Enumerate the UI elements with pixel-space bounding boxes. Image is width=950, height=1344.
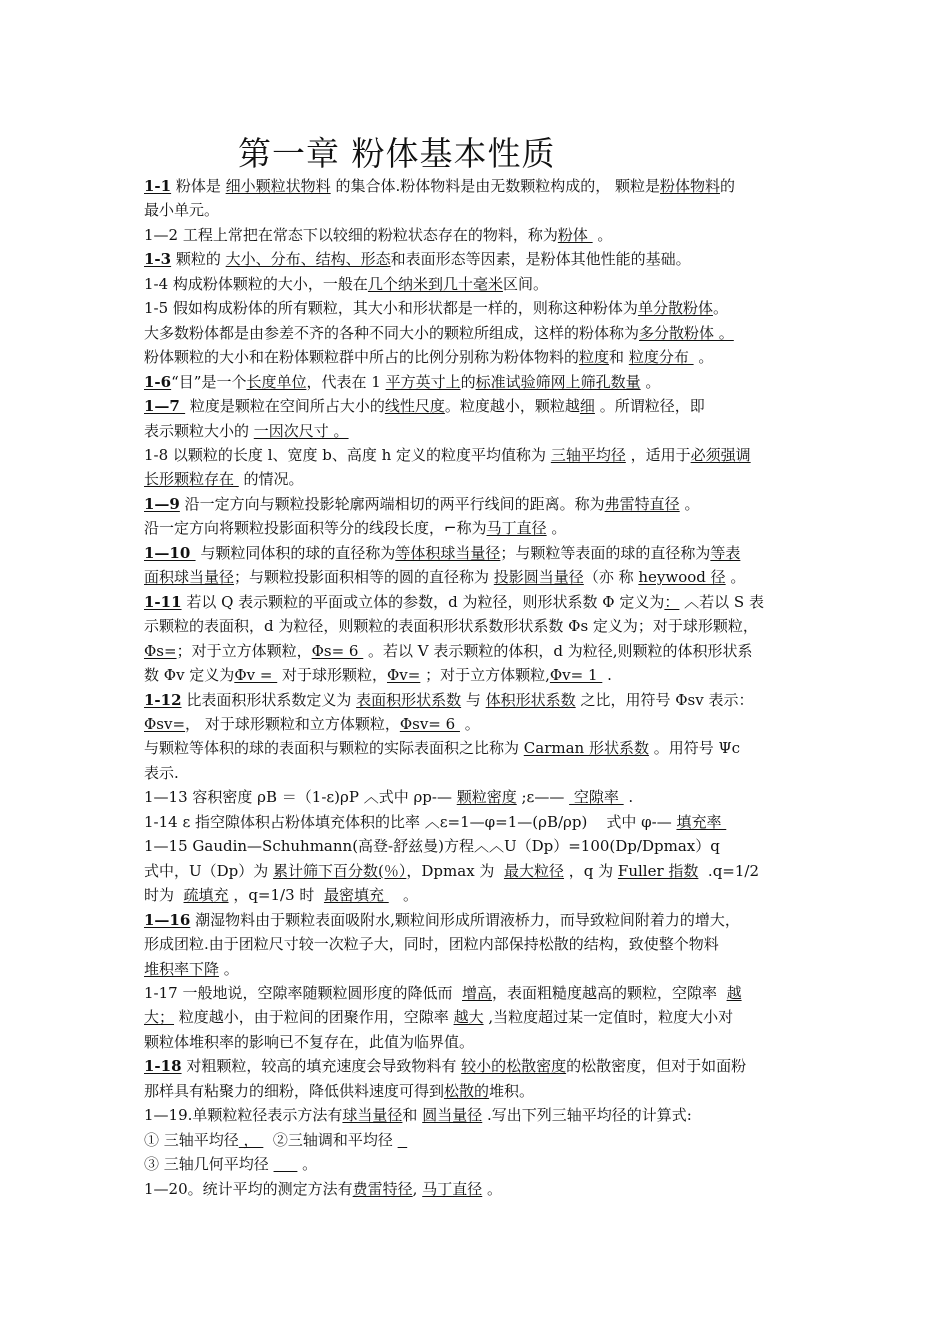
text-segment: 的集合体.粉体物料是由无数颗粒构成的， 颗粒是 <box>330 177 660 195</box>
text-segment: ;ε—— <box>516 788 570 807</box>
underlined-answer: 最大粒径 <box>503 861 564 880</box>
underlined-answer: ： <box>664 592 680 611</box>
question-number: 1-1 <box>144 177 172 195</box>
text-segment: 示颗粒的表面积，d 为粒径，则颗粒的表面积形状系数形状系数 Φs 定义为；对于球形颗粒， <box>144 617 758 636</box>
underlined-answer <box>398 1131 408 1149</box>
text-segment: 1-17 一般地说，空隙率随颗粒圆形度的降低而 <box>144 983 463 1002</box>
text-line <box>144 296 812 320</box>
text-segment: 颗粒的 <box>171 250 226 269</box>
text-segment: ，代表在 1 <box>306 372 386 391</box>
text-segment: 和表面形态等因素，是粉体其他性能的基础。 <box>390 250 691 269</box>
text-segment: ，适用于 <box>625 445 691 464</box>
text-segment: 。用符号 Ψc <box>648 739 741 758</box>
text-line <box>144 370 812 394</box>
text-segment: 。 <box>592 225 613 244</box>
underlined-answer: 增高 <box>462 983 493 1002</box>
text-segment: ；对于立方体颗粒, <box>420 666 550 685</box>
text-segment: ；与颗粒投影面积相等的圆的直径称为 <box>234 568 494 587</box>
text-segment: ，表面粗糙度越高的颗粒，空隙率 <box>492 983 727 1002</box>
underlined-answer: 长形颗粒存在 <box>144 470 239 489</box>
underlined-answer: 疏填充 <box>183 886 229 905</box>
text-line <box>144 810 812 834</box>
underlined-answer: 越 <box>726 983 742 1002</box>
text-line <box>144 908 812 932</box>
question-number: 1-6 <box>144 372 172 391</box>
text-segment: ，q 为 <box>563 861 618 880</box>
underlined-answer: 圆当量径 <box>422 1106 483 1125</box>
underlined-answer: 表面积形状系数 <box>356 690 462 709</box>
text-segment: . <box>623 788 634 807</box>
underlined-answer: 平方英寸上 <box>385 372 461 391</box>
text-segment: ；与颗粒等表面的球的直径称为 <box>500 543 711 562</box>
underlined-answer: 体积形状系数 <box>485 690 576 709</box>
text-segment: 时为 <box>144 886 184 905</box>
underlined-answer: Φsv= 6 <box>399 714 460 733</box>
underlined-answer: heywood 径 <box>638 568 726 587</box>
text-line <box>144 223 812 247</box>
underlined-answer: Φv= 1 <box>549 666 603 685</box>
text-line <box>144 443 812 467</box>
underlined-answer: Φs= 6 <box>311 641 364 660</box>
text-segment: 式中，U（Dp）为 <box>144 861 274 880</box>
text-segment: 那样具有粘聚力的细粉，降低供料速度可得到 <box>144 1081 445 1100</box>
text-segment: 比表面积形状系数定义为 <box>181 690 357 709</box>
text-line <box>144 688 812 712</box>
underlined-answer: 堆积率下降 <box>144 959 220 978</box>
underlined-answer: 一因次尺寸 。 <box>253 421 349 440</box>
text-segment: 潮湿物料由于颗粒表面吸附水,颗粒间形成所谓液桥力，而导致粒间附着力的增大， <box>190 910 740 929</box>
underlined-answer: Carman 形状系数 <box>523 739 649 758</box>
text-line <box>144 272 812 296</box>
text-line <box>144 1152 812 1176</box>
text-segment: 若以 Q 表示颗粒的平面或立体的参数，d 为粒径，则形状系数 Φ 定义为 <box>181 592 665 611</box>
underlined-answer: 填充率 <box>676 812 727 831</box>
text-segment: 。所谓粒径，即 <box>594 397 705 416</box>
text-segment: 之比，用符号 Φsv 表示： <box>575 690 754 709</box>
text-segment: 。 <box>459 714 480 733</box>
underlined-answer: 等表 <box>710 543 741 562</box>
text-segment: 1—13 容积密度 ρB ＝（1-ε)ρP ︿式中 ρp-— <box>144 788 457 807</box>
underlined-answer: 三轴平均径 <box>550 445 626 464</box>
question-number: 1-12 <box>144 690 182 709</box>
text-line <box>144 198 812 222</box>
text-segment: 粒度是颗粒在空间所占大小的 <box>185 397 385 416</box>
text-line <box>144 394 812 418</box>
underlined-answer: 粒度 <box>579 348 610 367</box>
text-segment: 。 <box>546 519 567 538</box>
text-segment: 。 <box>388 886 419 905</box>
text-segment: . <box>602 666 612 685</box>
question-number: 1—16 <box>144 910 191 929</box>
question-number: 1—9 <box>144 494 180 513</box>
underlined-answer: 面积球当量径 <box>144 568 235 587</box>
underlined-answer: 投影圆当量径 <box>493 568 584 587</box>
question-number: 1—7 <box>144 397 186 416</box>
underlined-answer: 空隙率 <box>569 788 624 807</box>
text-line <box>144 663 812 687</box>
text-segment: 大多数粉体都是由参差不齐的各种不同大小的颗粒所组成，这样的粉体称为 <box>144 323 640 342</box>
text-segment: “目”是一个 <box>171 372 247 391</box>
underlined-answer: 大小、分布、结构、形态 <box>225 250 391 269</box>
underlined-answer: 多分散粉体 。 <box>639 323 734 342</box>
text-segment: 1-14 ε 指空隙体积占粉体填充体积的比率 ︿ε=1—φ=1—(ρB/ρp) 式中 φ-— <box>144 812 677 831</box>
underlined-answer: 累计筛下百分数(％） <box>273 861 407 880</box>
underlined-answer: 颗粒密度 <box>456 788 517 807</box>
text-line <box>144 1054 812 1078</box>
text-line <box>144 859 812 883</box>
text-segment: 的 <box>720 177 736 195</box>
text-segment: 。 <box>640 372 661 391</box>
text-segment: 粒度越小，由于粒间的团聚作用，空隙率 <box>174 1008 454 1027</box>
text-line <box>144 932 812 956</box>
underlined-answer: 越大 <box>453 1008 484 1027</box>
text-line <box>144 516 812 540</box>
underlined-answer: 大； <box>144 1008 175 1027</box>
text-segment: （亦 称 <box>583 568 639 587</box>
text-segment: 1—2 工程上常把在常态下以较细的粉粒状态存在的物料，称为 <box>144 225 558 244</box>
text-segment: 。 <box>712 299 728 318</box>
underlined-answer: Φv= <box>386 666 421 685</box>
text-segment: ① 三轴平均径 <box>144 1130 239 1149</box>
text-segment: 与颗粒同体积的球的直径称为 <box>195 543 396 562</box>
underlined-answer: 线性尺度 <box>384 397 445 416</box>
underlined-answer: 细小颗粒状物料 <box>225 177 331 195</box>
text-line <box>144 1177 812 1201</box>
text-segment: .q=1/2 <box>698 861 760 880</box>
text-line <box>144 467 812 491</box>
text-segment: 对于球形颗粒， <box>277 666 387 685</box>
underlined-answer: 松散的 <box>444 1081 490 1100</box>
underlined-answer: 几个纳米到几十毫米 <box>367 274 503 293</box>
question-number: 1-11 <box>144 592 182 611</box>
text-line <box>144 590 812 614</box>
underlined-answer: ， <box>238 1130 264 1149</box>
text-segment: 1—19.单颗粒粒径表示方法有 <box>144 1106 343 1125</box>
text-line <box>144 614 812 638</box>
underlined-answer: Fuller 指数 <box>617 861 699 880</box>
text-line <box>144 981 812 1005</box>
underlined-answer: 马丁直径 <box>422 1179 483 1198</box>
text-segment: .写出下列三轴平均径的计算式: <box>482 1106 692 1125</box>
text-line <box>144 639 812 663</box>
underlined-answer: 必须强调 <box>690 445 751 464</box>
text-segment: ， 对于球形颗粒和立方体颗粒， <box>185 714 400 733</box>
text-segment: 粉体是 <box>171 177 226 195</box>
underlined-answer: 粒度分布 <box>628 348 694 367</box>
underlined-answer: 最密填充 <box>323 886 389 905</box>
question-number: 1-18 <box>144 1057 182 1076</box>
text-segment: 形成团粒.由于团粒尺寸较一次粒子大，同时，团粒内部保持松散的结构，致使整个物料 <box>144 935 719 954</box>
text-segment: 的情况。 <box>238 470 304 489</box>
text-line <box>144 883 812 907</box>
text-segment: 的 <box>460 372 476 391</box>
text-segment: 。若以 V 表示颗粒的体积，d 为粒径,则颗粒的体积形状系 <box>363 641 753 660</box>
text-line <box>144 174 812 198</box>
question-number: 1—10 <box>144 543 196 562</box>
document-body <box>144 174 812 1201</box>
underlined-answer: Φsv= <box>144 714 186 733</box>
text-segment: 颗粒体堆积率的影响已不复存在，此值为临界值。 <box>144 1032 475 1051</box>
text-segment: ,当粒度超过某一定值时，粒度大小对 <box>483 1008 734 1027</box>
text-segment: 。 <box>297 1155 318 1174</box>
text-segment: 表示颗粒大小的 <box>144 421 254 440</box>
underlined-answer: 弗雷特直径 <box>604 494 680 513</box>
text-segment: , <box>412 1179 423 1198</box>
text-line <box>144 492 812 516</box>
text-line <box>144 1030 812 1054</box>
text-line <box>144 247 812 271</box>
text-line <box>144 1103 812 1127</box>
text-line <box>144 541 812 565</box>
underlined-answer: 单分散粉体 <box>637 299 713 318</box>
text-segment: 粉体颗粒的大小和在粉体颗粒群中所占的比例分别称为粉体物料的 <box>144 348 580 367</box>
text-line <box>144 761 812 785</box>
text-line <box>144 712 812 736</box>
text-line <box>144 736 812 760</box>
text-segment: ，Dpmax 为 <box>406 861 504 880</box>
text-segment: 堆积。 <box>489 1081 535 1100</box>
text-segment: 沿一定方向将颗粒投影面积等分的线段长度，⌐称为 <box>144 519 487 538</box>
text-line <box>144 321 812 345</box>
text-segment: 1-4 构成粉体颗粒的大小，一般在 <box>144 274 368 293</box>
text-segment: 1—15 Gaudin—Schuhmann(高登-舒兹曼)方程︿︿U（Dp）=100(Dp/Dpmax）q <box>144 837 720 856</box>
text-segment: 。 <box>219 959 239 978</box>
text-segment: 。 <box>482 1179 502 1198</box>
text-segment: 最小单元。 <box>144 201 220 220</box>
underlined-answer: 长度单位 <box>246 372 307 391</box>
text-segment: 沿一定方向与颗粒投影轮廓两端相切的两平行线间的距离。称为 <box>179 494 605 513</box>
text-segment: 对粗颗粒，较高的填充速度会导致物料有 <box>181 1057 462 1076</box>
underlined-answer: 等体积球当量径 <box>395 543 501 562</box>
text-segment: ③ 三轴几何平均径 <box>144 1155 274 1174</box>
text-segment: 1-5 假如构成粉体的所有颗粒，其大小和形状都是一样的，则称这种粉体为 <box>144 299 638 318</box>
text-line <box>144 1005 812 1029</box>
text-segment: 和 <box>402 1106 423 1125</box>
text-segment: 。 <box>725 568 746 587</box>
text-line <box>144 1079 812 1103</box>
text-line <box>144 785 812 809</box>
text-segment: 。 <box>693 348 714 367</box>
underlined-answer: Φs= <box>144 641 177 660</box>
underlined-answer <box>274 1155 298 1173</box>
text-segment: 1-8 以颗粒的长度 l、宽度 b、高度 h 定义的粒度平均值称为 <box>144 445 551 464</box>
text-segment: ；对于立方体颗粒， <box>176 641 312 660</box>
text-segment: ②三轴调和平均径 <box>263 1130 398 1149</box>
underlined-answer: 标准试验筛网上筛孔数量 <box>475 372 641 391</box>
question-number: 1-3 <box>144 250 172 269</box>
text-segment: 。粒度越小，颗粒越 <box>444 397 580 416</box>
text-line <box>144 1128 812 1152</box>
underlined-answer: Φv = <box>234 666 278 685</box>
underlined-answer: 费雷特径 <box>352 1179 413 1198</box>
chapter-title: 第一章 粉体基本性质 <box>238 134 556 173</box>
underlined-answer: 马丁直径 <box>486 519 547 538</box>
underlined-answer: 粉体 <box>557 225 593 244</box>
underlined-answer: 粉体物料 <box>659 177 720 195</box>
underlined-answer: 较小的松散密度 <box>461 1057 567 1076</box>
text-segment: 和 <box>609 348 629 367</box>
text-line <box>144 957 812 981</box>
underlined-answer: 细 <box>579 397 595 416</box>
text-segment: 数 Φv 定义为 <box>144 666 235 685</box>
text-segment: ︿若以 S 表 <box>679 592 764 611</box>
text-segment: 的松散密度，但对于如面粉 <box>566 1057 747 1076</box>
text-line <box>144 419 812 443</box>
text-line <box>144 345 812 369</box>
text-line <box>144 834 812 858</box>
text-segment: 与颗粒等体积的球的表面积与颗粒的实际表面积之比称为 <box>144 739 524 758</box>
text-segment: 与 <box>461 690 486 709</box>
text-segment: 区间。 <box>502 274 548 293</box>
text-segment: 表示. <box>144 763 179 782</box>
text-segment: 。 <box>679 494 700 513</box>
text-line <box>144 565 812 589</box>
text-segment: ，q=1/3 时 <box>228 886 324 905</box>
text-segment: 1—20。统计平均的测定方法有 <box>144 1179 353 1198</box>
underlined-answer: 球当量径 <box>342 1106 403 1125</box>
